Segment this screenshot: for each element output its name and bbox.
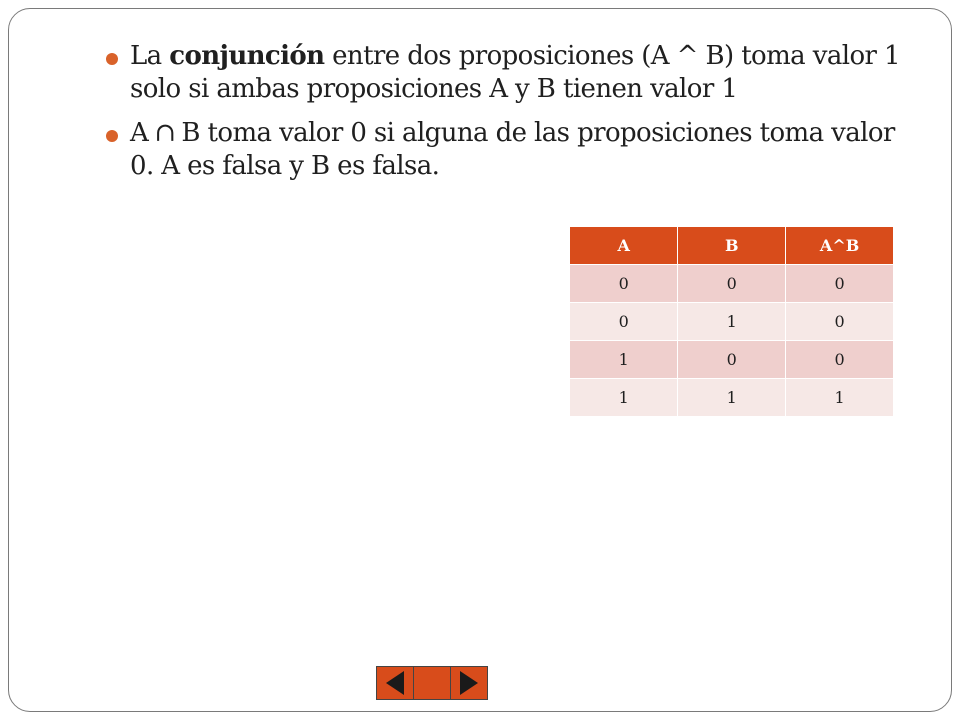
cell: 0 (786, 265, 894, 303)
prev-slide-button[interactable] (377, 667, 414, 699)
bullet-dot-icon (106, 53, 118, 65)
header-b: B (678, 227, 786, 265)
table-row (570, 303, 894, 341)
cell: 1 (786, 379, 894, 417)
cell: 0 (678, 265, 786, 303)
bullet-intersection (106, 117, 906, 182)
header-a: A (570, 227, 678, 265)
slide-navigation (376, 666, 488, 700)
table-row (570, 341, 894, 379)
table-row (570, 265, 894, 303)
cell: 1 (678, 303, 786, 341)
bullet-conjunction (106, 40, 906, 105)
home-slide-button[interactable] (414, 667, 451, 699)
bullet-1-post: entre dos proposiciones (A ^ B) toma valor 1 solo si ambas proposiciones A y B tienen valor 1 (130, 41, 900, 104)
bullet-1-pre: La (130, 41, 170, 71)
right-arrow-icon (460, 671, 478, 695)
table-header-row (570, 227, 894, 265)
truth-table (570, 227, 894, 417)
cell: 0 (570, 303, 678, 341)
intersection-symbol: ∩ (154, 118, 176, 148)
next-slide-button[interactable] (451, 667, 487, 699)
cell: 1 (570, 341, 678, 379)
cell: 1 (678, 379, 786, 417)
cell: 0 (678, 341, 786, 379)
cell: 1 (570, 379, 678, 417)
table-row (570, 379, 894, 417)
bullet-list (106, 40, 906, 194)
left-arrow-icon (386, 671, 404, 695)
cell: 0 (786, 341, 894, 379)
bullet-2-pre: A (130, 118, 149, 148)
bullet-dot-icon (106, 130, 118, 142)
bullet-2-post: B toma valor 0 si alguna de las proposiciones toma valor 0. A es falsa y B es falsa. (130, 118, 895, 181)
cell: 0 (786, 303, 894, 341)
header-a-and-b: A^B (786, 227, 894, 265)
cell: 0 (570, 265, 678, 303)
bullet-1-bold: conjunción (169, 41, 325, 71)
